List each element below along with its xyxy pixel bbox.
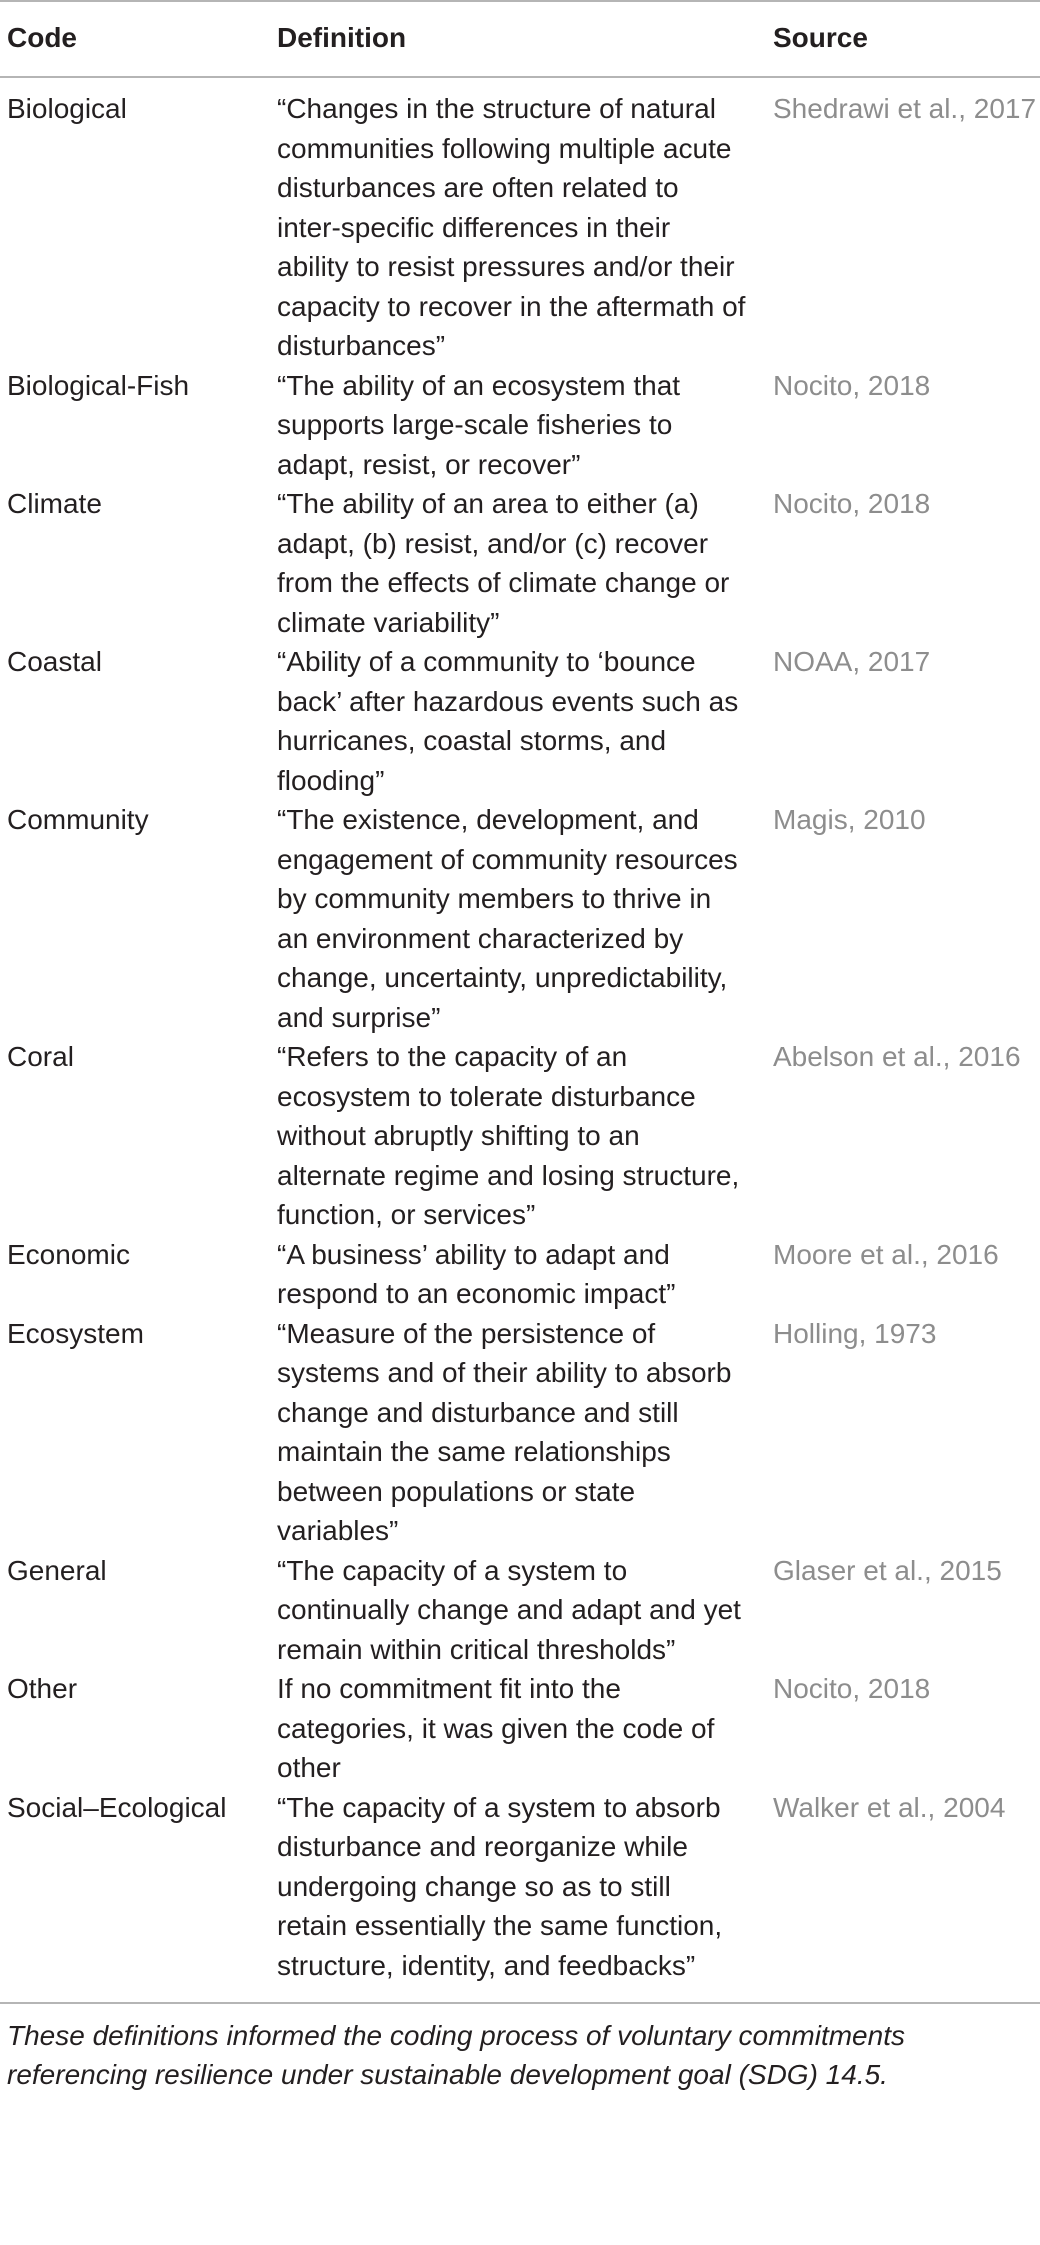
cell-code: Coastal <box>7 646 102 677</box>
table-footnote: These definitions informed the coding process of voluntary commitments referencing resilience under sustainable development goal (SDG) 14.5. <box>0 2002 1040 2094</box>
cell-source: Nocito, 2018 <box>773 1673 931 1704</box>
cell-definition: “Ability of a community to ‘bounce back’ after hazardous events such as hurricanes, coastal storms, and flooding” <box>277 646 739 796</box>
cell-source: Moore et al., 2016 <box>773 1238 999 1270</box>
cell-definition: “Changes in the structure of natural communities following multiple acute disturbances are often related to inter-specific differences in their ability to resist pressures and/or their capacity to recover in the aftermath of disturbances” <box>277 93 746 361</box>
cell-source: Glaser et al., 2015 <box>773 1554 1002 1586</box>
cell-code: Other <box>7 1673 78 1704</box>
cell-code: Community <box>7 804 149 835</box>
table-row <box>0 1669 1040 1788</box>
cell-definition: “The ability of an area to either (a) adapt, (b) resist, and/or (c) recover from the effects of climate change or climate variability” <box>277 488 730 638</box>
cell-code: General <box>7 1554 107 1586</box>
cell-source: Holling, 1973 <box>773 1317 937 1349</box>
cell-source: Magis, 2010 <box>773 804 926 835</box>
cell-code: Coral <box>7 1041 74 1072</box>
cell-definition: “The existence, development, and engagement of community resources by community members to thrive in an environment characterized by change, uncertainty, unpredictability, and surprise” <box>277 804 738 1033</box>
table-row <box>0 1788 1040 2003</box>
cell-source: Walker et al., 2004 <box>773 1791 1006 1823</box>
table-header <box>0 1 1040 77</box>
cell-code: Biological-Fish <box>7 369 190 401</box>
cell-source: Shedrawi et al., 2017 <box>773 93 1037 124</box>
column-header-code: Code <box>0 1 270 77</box>
cell-code: Climate <box>7 488 102 519</box>
cell-code: Economic <box>7 1238 130 1270</box>
table-row <box>0 1314 1040 1551</box>
column-header-definition: Definition <box>270 1 766 77</box>
cell-definition: “Measure of the persistence of systems and of their ability to absorb change and disturbance and still maintain the same relationships between populations or state variables” <box>277 1317 732 1546</box>
table-row <box>0 800 1040 1037</box>
column-header-source: Source <box>766 1 1040 77</box>
cell-definition: If no commitment fit into the categories, it was given the code of other <box>277 1673 715 1783</box>
cell-definition: “The ability of an ecosystem that supports large-scale fisheries to adapt, resist, or recover” <box>277 369 681 480</box>
cell-definition: “A business’ ability to adapt and respond to an economic impact” <box>277 1238 676 1309</box>
cell-code: Biological <box>7 93 127 124</box>
table-row <box>0 1551 1040 1670</box>
header-row <box>0 1 1040 77</box>
table-row <box>0 77 1040 366</box>
cell-source: Nocito, 2018 <box>773 488 931 519</box>
cell-definition: “The capacity of a system to absorb disturbance and reorganize while undergoing change so as to still retain essentially the same function, structure, identity, and feedbacks” <box>277 1791 723 1981</box>
cell-source: NOAA, 2017 <box>773 646 931 677</box>
table-row <box>0 1235 1040 1314</box>
cell-definition: “The capacity of a system to continually change and adapt and yet remain within critical thresholds” <box>277 1554 741 1665</box>
table-row <box>0 366 1040 485</box>
table-row <box>0 642 1040 800</box>
table-row <box>0 484 1040 642</box>
table-row <box>0 1037 1040 1235</box>
cell-definition: “Refers to the capacity of an ecosystem to tolerate disturbance without abruptly shifting to an alternate regime and losing structure, function, or services” <box>277 1041 740 1230</box>
cell-code: Social–Ecological <box>7 1791 227 1823</box>
cell-code: Ecosystem <box>7 1317 144 1349</box>
table-body <box>0 77 1040 2002</box>
cell-source: Nocito, 2018 <box>773 369 931 401</box>
cell-source: Abelson et al., 2016 <box>773 1041 1021 1072</box>
